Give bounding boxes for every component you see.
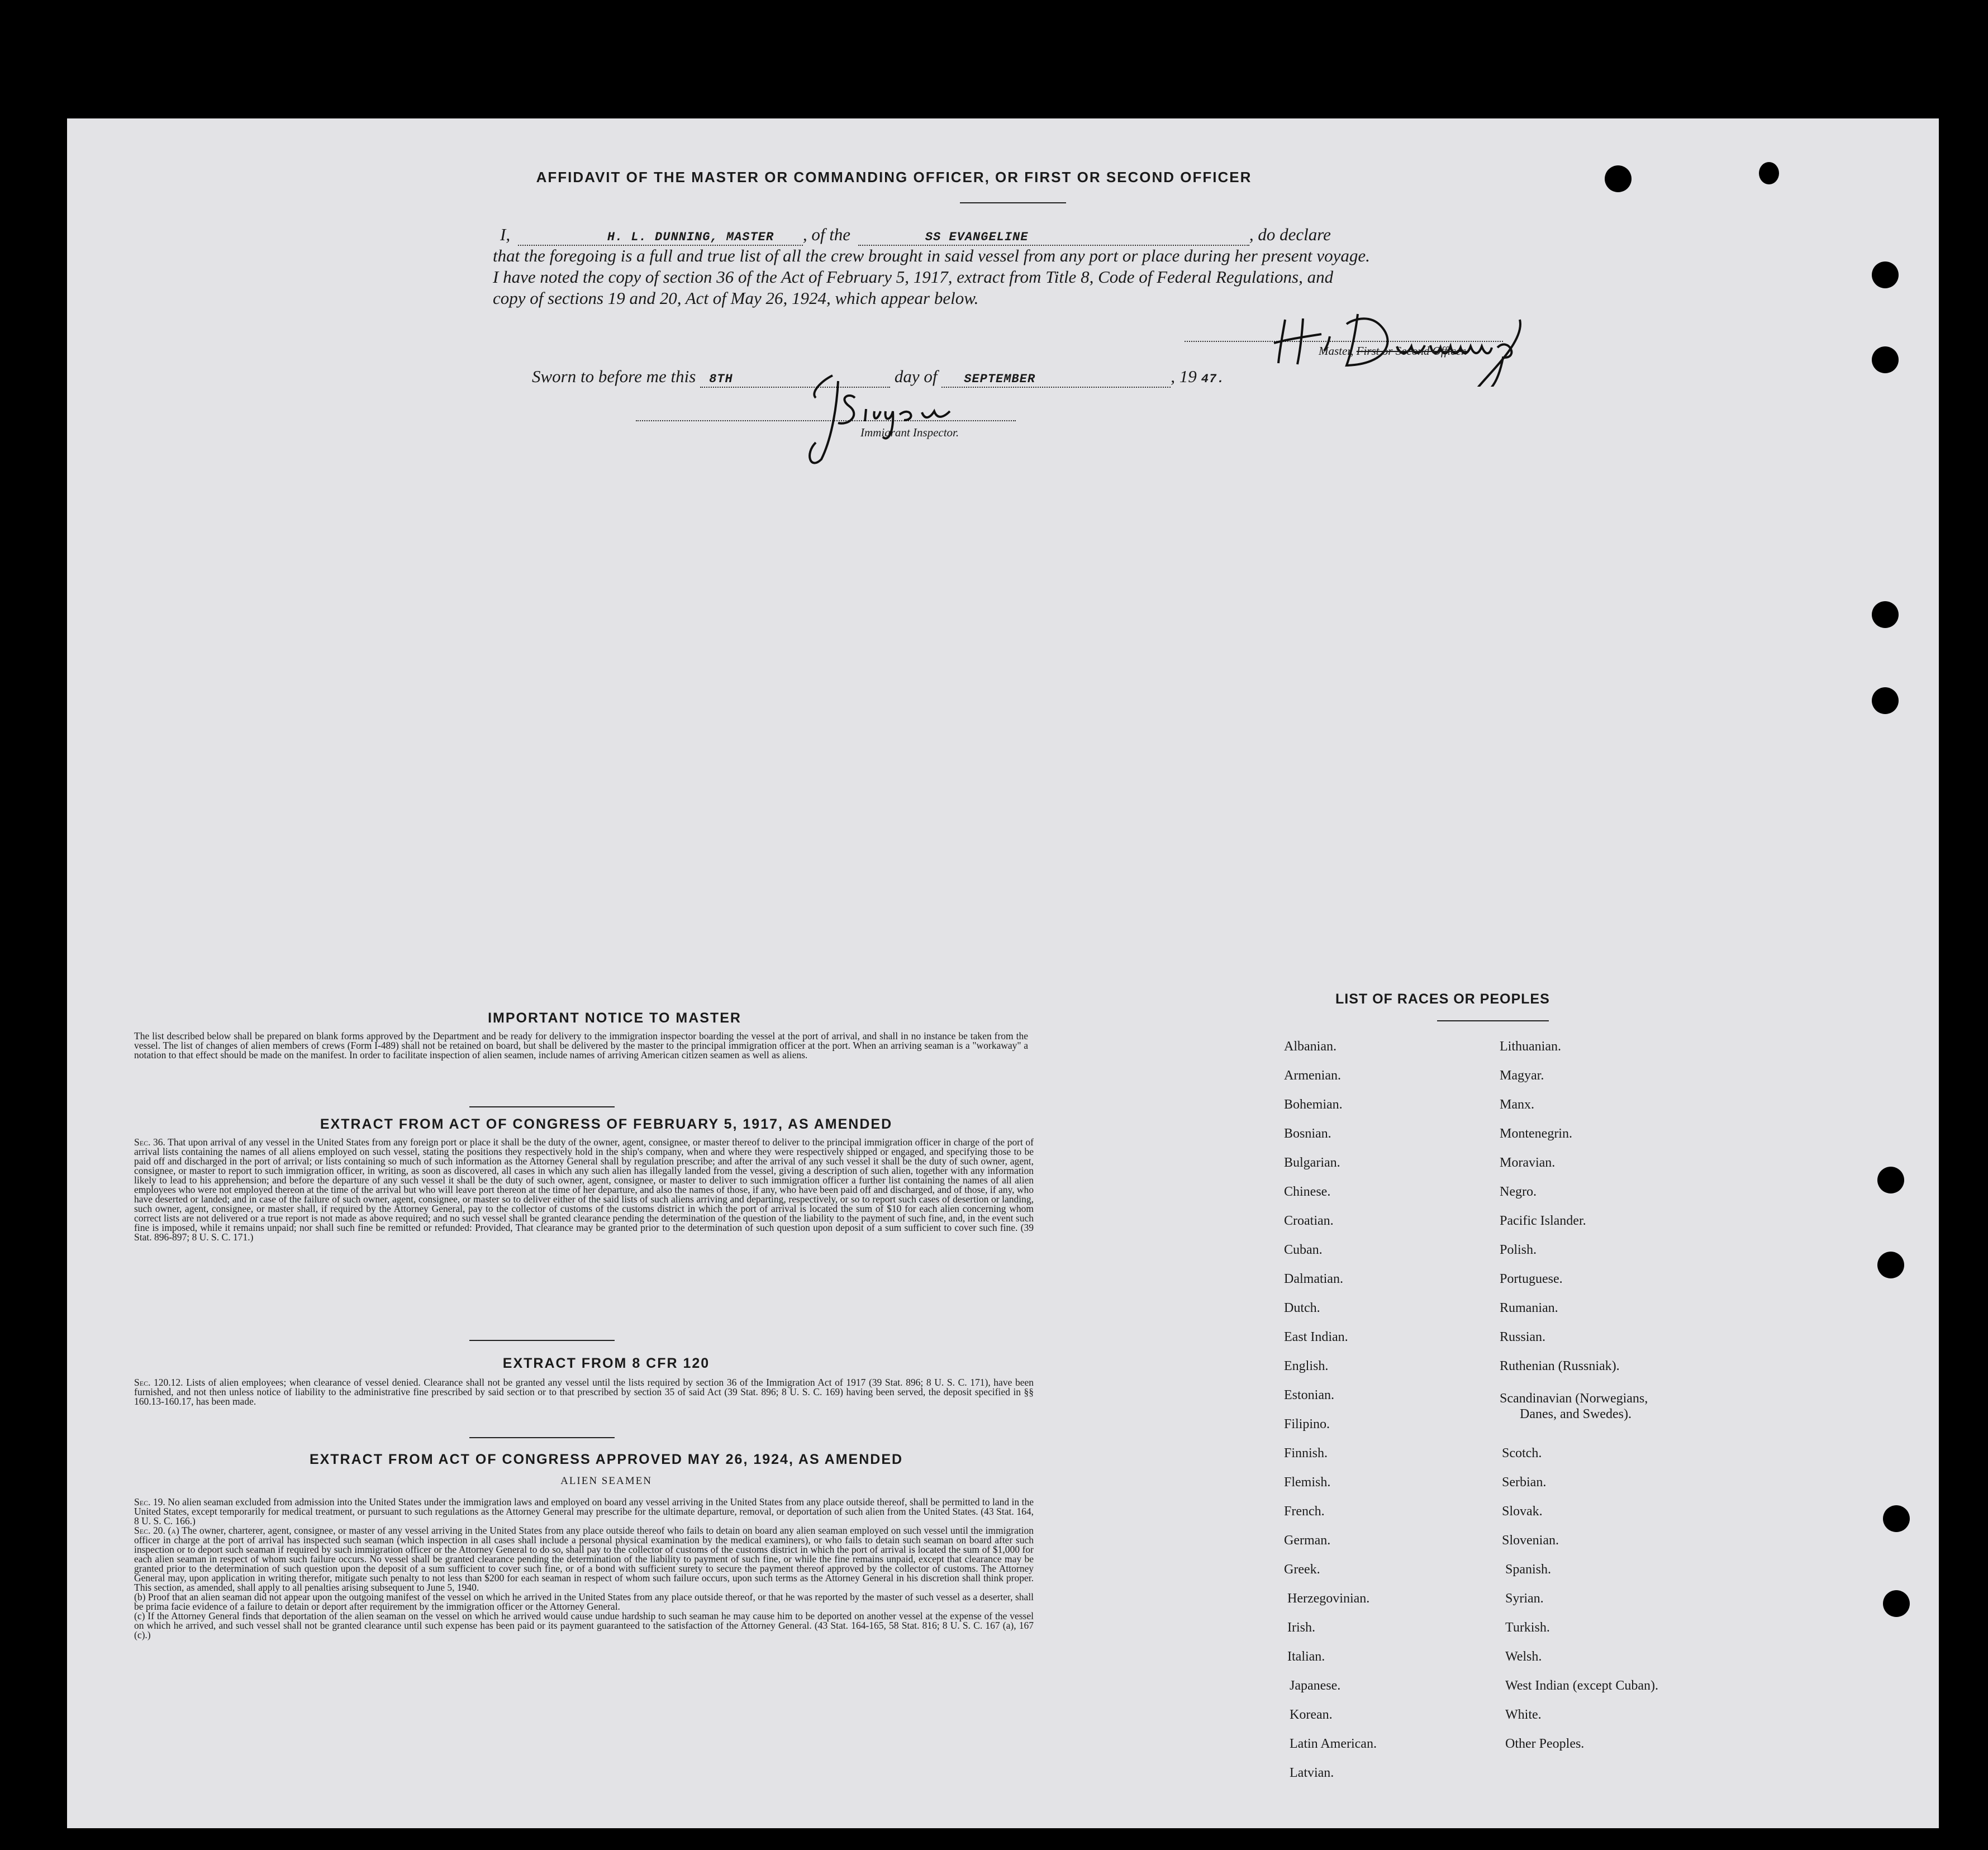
race-item: Irish.: [1287, 1620, 1315, 1635]
race-item: Bulgarian.: [1284, 1155, 1340, 1170]
section-120-label: Sec. 120.12.: [134, 1377, 183, 1388]
race-item: English.: [1284, 1359, 1329, 1373]
section-20-label: Sec. 20. (a): [134, 1525, 179, 1536]
officer-struck-label: First or Second Officer.: [1356, 344, 1467, 358]
extract-1924-body: [134, 1497, 1034, 1640]
title-rule: [960, 202, 1066, 203]
race-item: Magyar.: [1500, 1068, 1544, 1083]
race-item: Estonian.: [1284, 1388, 1334, 1402]
race-item: Croatian.: [1284, 1214, 1334, 1228]
race-item: Serbian.: [1502, 1475, 1547, 1490]
extract-1924-title: EXTRACT FROM ACT OF CONGRESS APPROVED MAY 26, 1924, AS AMENDED: [309, 1452, 903, 1467]
race-item: Herzegovinian.: [1287, 1591, 1370, 1606]
race-item: Chinese.: [1284, 1185, 1331, 1199]
declaration-line-1: [500, 225, 1606, 246]
day-value: 8TH: [709, 372, 733, 386]
master-label: Master,: [1319, 344, 1354, 358]
race-item: Montenegrin.: [1500, 1126, 1572, 1141]
race-item: Danes, and Swedes).: [1520, 1407, 1632, 1421]
race-item: Latin American.: [1290, 1737, 1377, 1751]
races-title-rule: [1437, 1020, 1549, 1021]
affidavit-title: AFFIDAVIT OF THE MASTER OR COMMANDING OFFICER, OR FIRST OR SECOND OFFICER: [536, 169, 1252, 186]
punch-hole: [1883, 1505, 1910, 1532]
vessel-field: [858, 225, 1249, 246]
race-item: White.: [1505, 1708, 1542, 1722]
race-item: Russian.: [1500, 1330, 1546, 1344]
punch-hole: [1877, 1167, 1904, 1193]
race-item: Albanian.: [1284, 1039, 1337, 1054]
race-item: Bosnian.: [1284, 1126, 1331, 1141]
race-item: Dutch.: [1284, 1301, 1320, 1315]
race-item: Japanese.: [1290, 1678, 1341, 1693]
section-36-text: That upon arrival of any vessel in the United States from any foreign port or place it shall be the duty of the owner, agent, consignee, or master thereof to deliver to the principal immigration officer in charge of the port of arrival lists containing the names of all aliens employed on such vessel, stating the positions they respectively hold in the ship's company, when and where they were respectively shipped or engaged, and specifying those to be paid off and discharged in the port of arrival; or lists containing so much of such information as the Attorney General shall by regulation prescribe; and after the arrival of any such vessel it shall be the duty of such owner, agent, consignee, or master to report to such immigration officer, in writing, as soon as discovered, all cases in which any such alien has illegally landed from the vessel, giving a description of such alien, together with any information likely to lead to his apprehension; and before the departure of any such vessel it shall be the duty of such owner, agent, consignee, or master to deliver to such immigration officer a further list containing the names of all alien employees who were not employed thereon at the time of the arrival but who will leave port thereon at the time of her departure, and also the names of those, if any, who have been paid off and discharged, and of those, if any, who have deserted or landed; and in case of the failure of such owner, agent, consignee, or master so to deliver either of the said lists of such aliens arriving and departing, respectively, or so to report such cases of desertion or landing, such owner, agent, consignee, or master shall, if required by the Attorney General, pay to the collector of customs of the customs district in which the port of arrival is located the sum of $10 for each alien concerning whom correct lists are not delivered or a true report is not made as above required; and no such vessel shall be granted clearance pending the determination of the question of the liability to the payment of such fine, and, in the event such fine is imposed, while it remains unpaid; nor shall such fine be remitted or refunded: Provided, That clearance may be granted prior to the determination of such question upon deposit of a sum sufficient to cover such fine. (39 Stat. 896-897; 8 U. S. C. 171.): [134, 1136, 1034, 1243]
rule-2: [469, 1340, 615, 1341]
rule-3: [469, 1437, 615, 1438]
notice-title: IMPORTANT NOTICE TO MASTER: [488, 1010, 741, 1026]
race-item: Lithuanian.: [1500, 1039, 1561, 1054]
race-item: Bohemian.: [1284, 1097, 1343, 1112]
race-item: Flemish.: [1284, 1475, 1331, 1490]
race-item: Turkish.: [1505, 1620, 1550, 1635]
notice-text: The list described below shall be prepared on blank forms approved by the Department and be ready for delivery to the immigration inspector boarding the vessel at the port of arrival, and shall in no instance be taken from the vessel. The list of changes of alien members of crews (Form I-489) shall not be retained on board, but shall be delivered by the master to the principal immigration officer at the port. When an arriving seaman is a "workaway" a notation to that effect should be made on the manifest. In order to facilitate inspection of alien seamen, include names of arriving American citizen seamen as well as aliens.: [134, 1030, 1028, 1060]
punch-hole: [1872, 687, 1899, 714]
race-item: Rumanian.: [1500, 1301, 1558, 1315]
section-19-label: Sec. 19.: [134, 1496, 165, 1507]
race-item: Syrian.: [1505, 1591, 1544, 1606]
races-title: LIST OF RACES OR PEOPLES: [1335, 991, 1550, 1007]
name-field: [518, 225, 803, 246]
section-20a-text: The owner, charterer, agent, consignee, or master of any vessel arriving in the United States from any place outside thereof who fails to detain on board any alien seaman employed on such vessel until the immigration officer in charge at the port of arrival has inspected such seaman (which inspection in all cases shall include a personal physical examination by the medical examiners), or who fails to detain such seaman on board after such inspection or to deport such seaman if required by such immigration officer or the Attorney General to do so, shall pay to the collector of customs of the customs district in which the port of arrival is located the sum of $1,000 for each alien seaman in respect of whom such failure occurs. No vessel shall be granted clearance pending the determination of the liability to payment of such fine, or while the fine remains unpaid, except that clearance may be granted prior to the determination of such question upon the deposit of a sum sufficient to cover such fine, or of a bond with sufficient surety to secure the payment thereof approved by the collector of customs. The Attorney General may, upon application in writing therefor, mitigate such penalty to not less than $200 for each seaman in respect of whom such failure occurs, upon such terms as the Attorney General in his discretion shall think proper. This section, as amended, shall apply to all penalties arising subsequent to June 5, 1940.: [134, 1525, 1034, 1593]
section-20c-text: (c) If the Attorney General finds that deportation of the alien seaman on the vessel on which he arrived would cause undue hardship to such seaman he may cause him to be deported on another vessel at the expense of the vessel on which he arrived, and such vessel shall not be granted clearance until such expense has been paid or its payment guaranteed to the satisfaction of the Attorney General. (43 Stat. 164-165, 58 Stat. 816; 8 U. S. C. 167 (a), 167 (c).): [134, 1610, 1034, 1640]
alien-seamen-subtitle: ALIEN SEAMEN: [560, 1475, 652, 1487]
punch-hole: [1877, 1252, 1904, 1278]
inspector-label: Immigrant Inspector.: [860, 426, 959, 439]
race-item: Latvian.: [1290, 1766, 1334, 1780]
extract-1917-title: EXTRACT FROM ACT OF CONGRESS OF FEBRUARY 5, 1917, AS AMENDED: [320, 1116, 893, 1132]
master-name-value: H. L. DUNNING, MASTER: [607, 230, 774, 244]
punch-hole: [1872, 601, 1899, 628]
race-item: Finnish.: [1284, 1446, 1328, 1461]
race-item: Welsh.: [1505, 1649, 1542, 1664]
race-item: Portuguese.: [1500, 1272, 1563, 1286]
race-item: Dalmatian.: [1284, 1272, 1343, 1286]
race-item: Armenian.: [1284, 1068, 1341, 1083]
extract-1917-body: [134, 1138, 1034, 1242]
race-item: Ruthenian (Russniak).: [1500, 1359, 1620, 1373]
race-item: Korean.: [1290, 1708, 1333, 1722]
race-item: German.: [1284, 1533, 1331, 1548]
race-item: Slovak.: [1502, 1504, 1543, 1519]
declaration-line-2: that the foregoing is a full and true list of all the crew brought in said vessel from any port or place during her present voyage.: [493, 246, 1370, 265]
race-item: Scandinavian (Norwegians,: [1500, 1391, 1648, 1406]
race-item: Manx.: [1500, 1097, 1534, 1112]
section-19-text: No alien seaman excluded from admission into the United States under the immigration laws and employed on board any vessel arriving in the United States from any place outside thereof, shall be permitted to land in the United States, except temporarily for medical treatment, or pursuant to such regulations as the Attorney General may prescribe for the ultimate departure, removal, or deportation of such alien from the United States. (43 Stat. 164, 8 U. S. C. 166.): [134, 1496, 1034, 1526]
race-item: Moravian.: [1500, 1155, 1556, 1170]
master-title-caption: [1319, 344, 1467, 358]
declaration-line-4: copy of sections 19 and 20, Act of May 26, 1924, which appear below.: [493, 288, 979, 308]
race-item: East Indian.: [1284, 1330, 1348, 1344]
race-item: Other Peoples.: [1505, 1737, 1585, 1751]
race-item: Negro.: [1500, 1185, 1537, 1199]
day-of-label: day of: [894, 367, 938, 386]
race-item: Italian.: [1287, 1649, 1325, 1664]
race-item: West Indian (except Cuban).: [1505, 1678, 1658, 1693]
race-item: Spanish.: [1505, 1562, 1552, 1577]
race-item: Scotch.: [1502, 1446, 1542, 1461]
section-36-label: Sec. 36.: [134, 1136, 165, 1148]
punch-hole: [1759, 162, 1779, 184]
punch-hole: [1872, 261, 1899, 288]
sworn-label: Sworn to before me this: [532, 367, 696, 386]
race-item: Filipino.: [1284, 1417, 1330, 1432]
vessel-name-value: SS EVANGELINE: [925, 230, 1029, 244]
race-item: Polish.: [1500, 1243, 1537, 1257]
declaration-line-3: I have noted the copy of section 36 of the Act of February 5, 1917, extract from Title 8, Code of Federal Regulations, and: [493, 267, 1334, 287]
rule-1: [469, 1106, 615, 1107]
declaration-do-declare: , do declare: [1249, 225, 1331, 244]
race-item: Slovenian.: [1502, 1533, 1559, 1548]
month-value: SEPTEMBER: [964, 372, 1036, 386]
punch-hole: [1872, 346, 1899, 373]
section-20b-text: (b) Proof that an alien seaman did not appear upon the outgoing manifest of the vessel on which he arrived in the United States from any place outside thereof, or that he was reported by the master of such vessel as a deserter, shall be prima facie evidence of a failure to detain or deport after requirement by the immigration officer or the Attorney General.: [134, 1591, 1034, 1612]
year-value: 47.: [1201, 372, 1225, 386]
declaration-i: I,: [500, 225, 511, 244]
race-item: French.: [1284, 1504, 1325, 1519]
document-page: [67, 118, 1939, 1828]
declaration-of-the: , of the: [802, 225, 851, 244]
race-item: Greek.: [1284, 1562, 1320, 1577]
section-120-text: Lists of alien employees; when clearance of vessel denied. Clearance shall not be granted any vessel until the lists required by section 36 of the Immigration Act of 1917 (39 Stat. 896; 8 U. S. C. 171), have been furnished, and not then unless notice of liability to the administrative fine prescribed by said section or to that prescribed by section 35 of said Act (39 Stat. 896; 8 U. S. C. 169) having been served, the deposit specified in §§ 160.13-160.17, has been made.: [134, 1377, 1034, 1407]
extract-cfr-body: [134, 1378, 1034, 1406]
master-signature: [1263, 297, 1632, 387]
race-item: Pacific Islander.: [1500, 1214, 1586, 1228]
inspector-signature: [777, 359, 978, 470]
extract-cfr-title: EXTRACT FROM 8 CFR 120: [502, 1356, 710, 1371]
race-item: Cuban.: [1284, 1243, 1323, 1257]
year-prefix: , 19: [1171, 367, 1197, 386]
punch-hole: [1883, 1590, 1910, 1617]
